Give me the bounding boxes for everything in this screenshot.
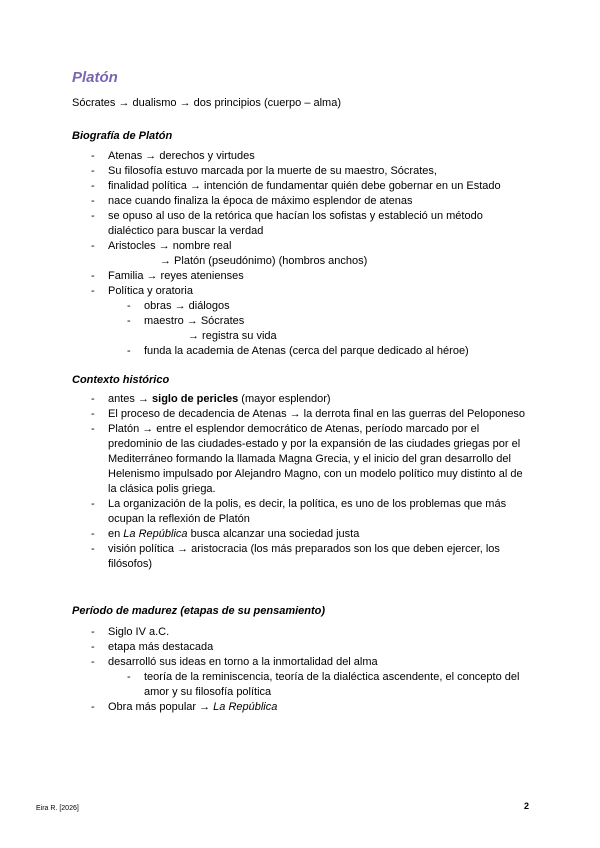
- sub-list-item: - teoría de la reminiscencia, teoría de la dialéctica ascendente, el concepto del amor y su filosofía política: [0, 670, 528, 700]
- list-item: - Siglo IV a.C.: [0, 625, 528, 640]
- section-heading-biografia: Biografía de Platón: [72, 130, 173, 142]
- list-item: [0, 239, 528, 269]
- list-item: - El proceso de decadencia de Atenas → la derrota final en las guerras del Peloponeso: [0, 407, 528, 422]
- list-item: [0, 527, 528, 542]
- contexto-list: [0, 392, 600, 572]
- list-item: - Política y oratoria: [0, 284, 528, 299]
- italic-text: La República: [213, 701, 278, 713]
- sub-list-item: [0, 314, 528, 344]
- list-item: - visión política → aristocracia (los más preparados son los que deben ejercer, los filósofos): [0, 542, 528, 572]
- text-pre: Obra más popular →: [108, 701, 214, 713]
- text-post: (mayor esplendor): [238, 393, 331, 405]
- madurez-list: [0, 625, 600, 715]
- italic-text: La República: [123, 528, 188, 540]
- list-item: - se opuso al uso de la retórica que hacían los sofistas y estableció un método dialéctico para buscar la verdad: [0, 209, 528, 239]
- list-item: - La organización de la polis, es decir, la política, es uno de los problemas que más ocupan la reflexión de Platón: [0, 497, 528, 527]
- list-item: - Platón → entre el esplendor democrático de Atenas, período marcado por el predominio de las ciudades-estado y por la expansión de las ciudades griegas por el Mediterráneo formando la llamada Magna Grecia, y el inicio del gran desarrollo del Helenismo impulsado por Alejandro Magno, con un modelo político muy distinto al de la clásica polis griega.: [0, 422, 528, 497]
- list-item: - desarrolló sus ideas en torno a la inmortalidad del alma: [0, 655, 528, 670]
- list-item: - Familia → reyes atenienses: [0, 269, 528, 284]
- subtitle: Sócrates → dualismo → dos principios (cuerpo – alma): [72, 97, 342, 109]
- list-item: - nace cuando finaliza la época de máximo esplendor de atenas: [0, 194, 528, 209]
- sub-list-item: - obras → diálogos: [0, 299, 528, 314]
- text-post: busca alcanzar una sociedad justa: [187, 528, 360, 540]
- page-title: Platón: [72, 69, 118, 86]
- text-pre: antes →: [108, 393, 153, 405]
- bold-text: siglo de pericles: [152, 393, 239, 405]
- page-number: 2: [524, 801, 530, 811]
- section-heading-contexto: Contexto histórico: [72, 374, 170, 386]
- list-item-continuation: → Platón (pseudónimo) (hombros anchos): [160, 255, 368, 267]
- list-item: - finalidad política → intención de fundamentar quién debe gobernar en un Estado: [0, 179, 528, 194]
- sub-list-item-continuation: → registra su vida: [188, 330, 277, 342]
- biografia-list: [0, 149, 600, 359]
- footer-author: Eira R. [2026]: [36, 805, 79, 812]
- section-heading-madurez: Período de madurez (etapas de su pensamiento): [72, 605, 326, 617]
- text-pre: en: [108, 528, 124, 540]
- list-item: [0, 392, 528, 407]
- sub-list-item: - funda la academia de Atenas (cerca del parque dedicado al héroe): [0, 344, 528, 359]
- list-item: - Su filosofía estuvo marcada por la muerte de su maestro, Sócrates,: [0, 164, 528, 179]
- list-item: - etapa más destacada: [0, 640, 528, 655]
- list-item-text: - Aristocles → nombre real: [108, 240, 232, 252]
- list-item: [0, 700, 528, 715]
- list-item: - Atenas → derechos y virtudes: [0, 149, 528, 164]
- sub-list-item-text: - maestro → Sócrates: [144, 315, 245, 327]
